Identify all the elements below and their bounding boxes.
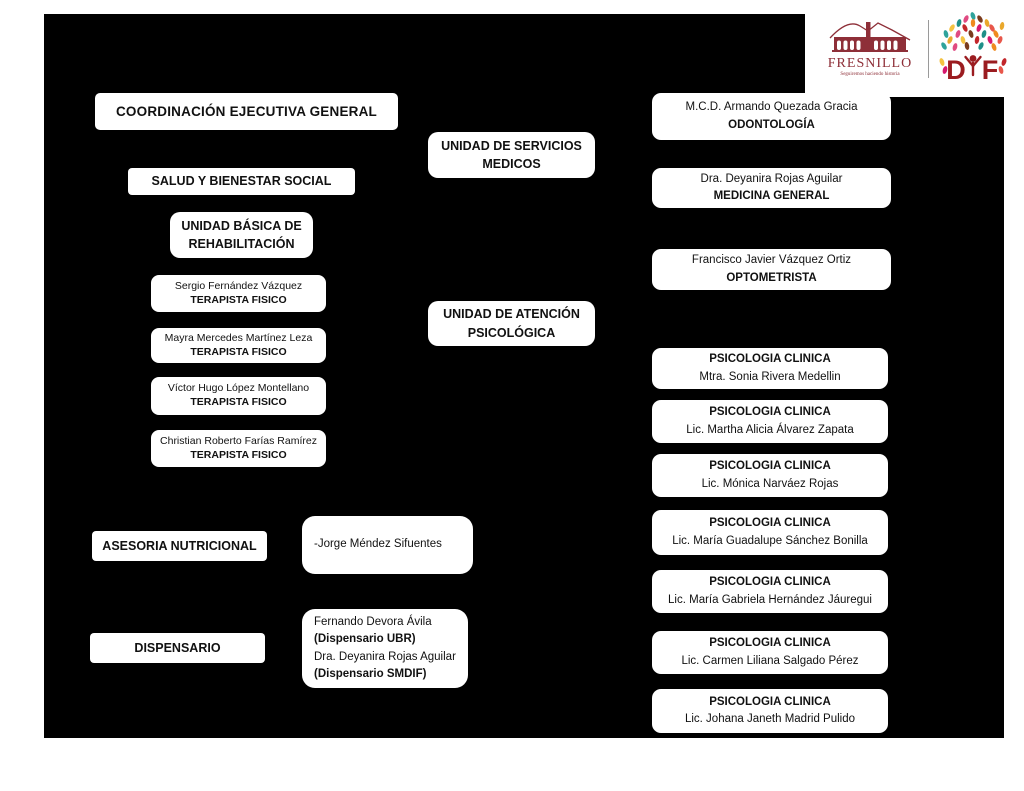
terapista-name: Christian Roberto Farías Ramírez — [160, 434, 317, 447]
psicologia-staff-name: Lic. Johana Janeth Madrid Pulido — [684, 713, 856, 725]
box-terapista-sergio — [151, 275, 326, 312]
uap-line2: PSICOLÓGICA — [467, 325, 556, 340]
medico-name: Dra. Deyanira Rojas Aguilar — [700, 172, 843, 185]
medico-name: Francisco Javier Vázquez Ortiz — [691, 254, 852, 267]
terapista-role: TERAPISTA FISICO — [190, 293, 287, 306]
fresnillo-wordmark: FRESNILLO — [827, 55, 913, 71]
fresnillo-tagline: Seguiremos haciendo historia — [840, 71, 900, 77]
box-terapista-mayra — [151, 328, 326, 363]
box-psicologia-clinica-6 — [652, 631, 888, 674]
terapista-role: TERAPISTA FISICO — [190, 448, 287, 461]
box-terapista-christian — [151, 430, 326, 467]
box-dispensario — [90, 633, 265, 663]
uap-line1: UNIDAD DE ATENCIÓN — [443, 307, 580, 322]
box-coordinacion-ejecutiva-general — [95, 93, 398, 130]
box-terapista-victor — [151, 377, 326, 415]
dif-person-figure — [966, 55, 981, 75]
box-psicologia-clinica-2 — [652, 400, 888, 443]
box-psicologia-clinica-5 — [652, 570, 888, 613]
psicologia-staff-name: Mtra. Sonia Rivera Medellin — [699, 370, 841, 383]
box-medicina-general — [652, 168, 891, 208]
box-optometrista — [652, 249, 891, 290]
terapista-role: TERAPISTA FISICO — [190, 345, 287, 358]
salud-title: SALUD Y BIENESTAR SOCIAL — [151, 174, 332, 189]
box-unidad-atencion-psicologica — [428, 301, 595, 346]
box-psicologia-clinica-1 — [652, 348, 888, 389]
logo-divider — [928, 20, 929, 78]
ubr-line1: UNIDAD BÁSICA DE — [181, 218, 302, 233]
dispensario-staff-unit-2: (Dispensario SMDIF) — [314, 667, 427, 680]
terapista-name: Víctor Hugo López Montellano — [167, 382, 310, 395]
dif-letter-d: D — [946, 54, 966, 85]
usm-line1: UNIDAD DE SERVICIOS — [441, 138, 582, 153]
box-psicologia-clinica-3 — [652, 454, 888, 497]
logo-panel — [805, 0, 1024, 97]
box-unidad-servicios-medicos — [428, 132, 595, 178]
psicologia-unit-label: PSICOLOGIA CLINICA — [709, 460, 831, 473]
terapista-role: TERAPISTA FISICO — [190, 396, 287, 408]
box-unidad-basica-rehabilitacion — [170, 212, 313, 258]
psicologia-staff-name: Lic. Martha Alicia Álvarez Zapata — [686, 423, 854, 436]
dispensario-staff-unit-1: (Dispensario UBR) — [314, 633, 416, 646]
nutricion-staff-name: -Jorge Méndez Sifuentes — [314, 538, 442, 551]
fresnillo-logo — [820, 15, 920, 83]
box-psicologia-clinica-4 — [652, 510, 888, 555]
psicologia-unit-label: PSICOLOGIA CLINICA — [709, 406, 831, 419]
box-nutricion-staff — [302, 516, 473, 574]
dispensario-staff-name-2: Dra. Deyanira Rojas Aguilar — [314, 650, 456, 663]
usm-line2: MEDICOS — [482, 157, 541, 171]
medico-role: OPTOMETRISTA — [726, 271, 817, 284]
ubr-line2: REHABILITACIÓN — [188, 237, 295, 251]
box-psicologia-clinica-7 — [652, 689, 888, 733]
box-salud-y-bienestar-social — [128, 168, 355, 195]
psicologia-staff-name: Lic. Carmen Liliana Salgado Pérez — [681, 654, 859, 667]
dif-logo — [937, 11, 1009, 87]
psicologia-staff-name: Lic. María Gabriela Hernández Jáuregui — [668, 593, 872, 606]
coordinacion-title: COORDINACIÓN EJECUTIVA GENERAL — [115, 103, 378, 119]
medico-role: MEDICINA GENERAL — [713, 190, 830, 202]
box-odontologia — [652, 93, 891, 140]
box-asesoria-nutricional — [92, 531, 267, 561]
psicologia-unit-label: PSICOLOGIA CLINICA — [709, 353, 831, 366]
psicologia-staff-name: Lic. Mónica Narváez Rojas — [701, 477, 839, 490]
terapista-name: Mayra Mercedes Martínez Leza — [164, 331, 313, 344]
psicologia-unit-label: PSICOLOGIA CLINICA — [709, 637, 831, 650]
medico-name: M.C.D. Armando Quezada Gracia — [685, 101, 858, 114]
dispensario-title: DISPENSARIO — [134, 640, 221, 655]
psicologia-staff-name: Lic. María Guadalupe Sánchez Bonilla — [672, 534, 868, 547]
medico-role: ODONTOLOGÍA — [728, 118, 815, 131]
dif-letter-f: F — [981, 54, 999, 85]
box-dispensario-staff — [302, 609, 468, 688]
asesoria-title: ASESORIA NUTRICIONAL — [102, 538, 257, 553]
psicologia-unit-label: PSICOLOGIA CLINICA — [709, 576, 831, 589]
terapista-name: Sergio Fernández Vázquez — [174, 279, 303, 292]
psicologia-unit-label: PSICOLOGIA CLINICA — [709, 517, 831, 530]
dispensario-staff-name-1: Fernando Devora Ávila — [314, 616, 432, 628]
psicologia-unit-label: PSICOLOGIA CLINICA — [709, 695, 831, 708]
